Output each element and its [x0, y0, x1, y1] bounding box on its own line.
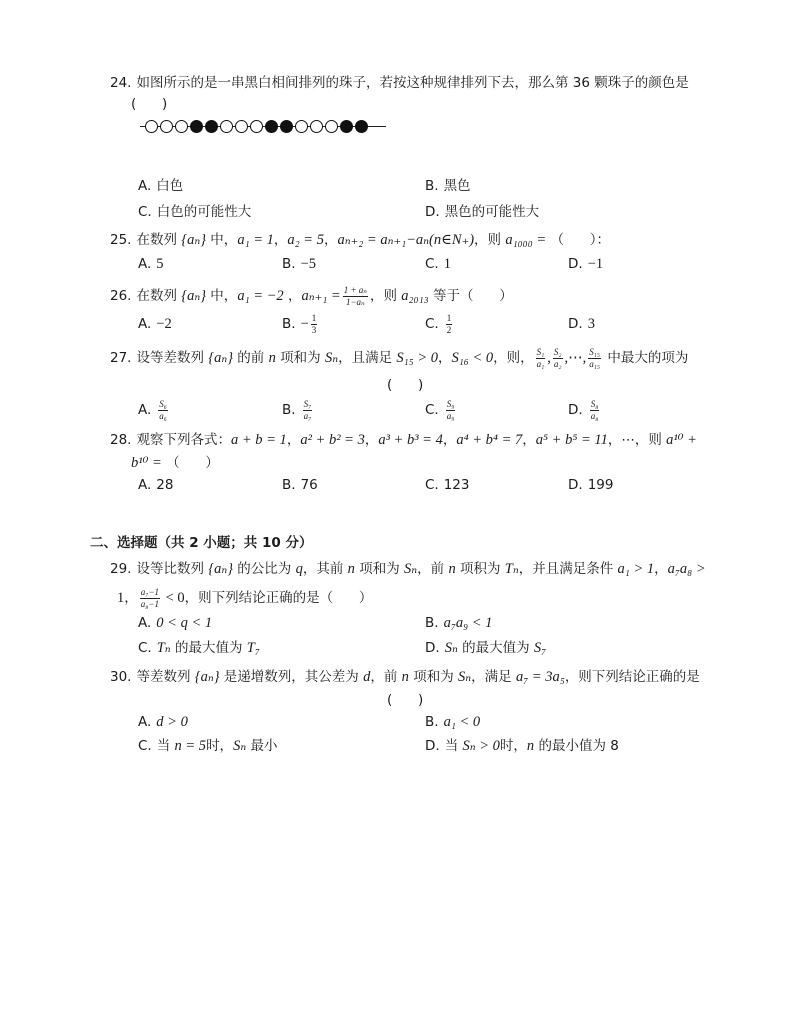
option-math: d > 0: [156, 714, 188, 730]
fraction-denominator: a₂: [553, 358, 562, 369]
option-math: T₇: [246, 640, 260, 656]
q27-option-c: [425, 398, 457, 421]
option-value: 3: [587, 316, 595, 332]
option-label: B.: [282, 256, 296, 272]
bead-white: [325, 120, 338, 133]
fraction-denominator: a₉: [446, 410, 455, 421]
stem-math: {aₙ}: [194, 669, 220, 685]
option-label: D.: [568, 256, 583, 272]
option-math: n: [526, 738, 535, 754]
stem-math: a₇ = 3a₅: [515, 669, 565, 685]
stem-text: ，前: [370, 669, 402, 685]
q27-option-b: [282, 398, 314, 421]
stem-text: 项和为: [275, 350, 325, 366]
option-text: 时，: [499, 738, 527, 754]
stem-text: 中，: [206, 232, 238, 248]
fraction-numerator: S₁: [536, 346, 545, 357]
option-label: A.: [138, 316, 152, 332]
option-value: 76: [300, 477, 318, 493]
stem-math: n: [401, 669, 409, 685]
fraction: [343, 286, 368, 307]
stem-math: {aₙ}: [208, 350, 234, 366]
stem-text: ，并且满足条件: [518, 561, 618, 577]
bead-white: [235, 120, 248, 133]
q30-stem: [110, 668, 700, 686]
stem-text: ，则下列结论正确的是（ ）: [184, 590, 373, 606]
stem-text: ，: [124, 590, 138, 606]
stem-math: Tₙ: [504, 561, 519, 577]
q26-stem: [110, 284, 513, 307]
fraction: [140, 588, 160, 609]
stem-text: ，: [273, 232, 288, 248]
bead-white: [220, 120, 233, 133]
q27-blank-line: [387, 376, 423, 394]
option-text: 的最大值为: [457, 640, 534, 656]
stem-math: a₁₀₀₀ =: [505, 232, 547, 248]
stem-text: 项和为: [408, 669, 458, 685]
option-value: 1: [443, 256, 451, 272]
bead-white: [310, 120, 323, 133]
option-text: 白色: [156, 178, 184, 194]
stem-text: 如图所示的是一串黑白相间排列的珠子，若按这种规律排列下去，那么第 36 颗珠子的颜色是: [136, 75, 689, 91]
option-text: 的最小值为 8: [534, 738, 619, 754]
q24-option-c: [138, 203, 251, 221]
bead-string: [140, 119, 386, 133]
question-number: 24.: [110, 75, 132, 91]
q25-option-d: [568, 255, 603, 273]
question-number: 28.: [110, 432, 132, 448]
option-math: a₇a₉ < 1: [443, 615, 493, 631]
answer-blank: ( ): [131, 96, 168, 112]
bead-white: [250, 120, 263, 133]
stem-text: 在数列: [136, 288, 182, 304]
option-label: D.: [568, 316, 583, 332]
fraction: [446, 400, 456, 421]
option-label: C.: [138, 204, 152, 220]
stem-math: a₂₀₁₃: [401, 288, 429, 304]
stem-text: 中最大的项为: [603, 350, 689, 366]
stem-text: ，: [323, 232, 338, 248]
stem-text: ，: [286, 432, 301, 448]
fraction: [536, 348, 546, 369]
option-value: −5: [300, 256, 316, 272]
q28-option-d: [568, 476, 613, 494]
option-value: 5: [156, 256, 164, 272]
bead-white: [145, 120, 158, 133]
stem-math: < 0: [161, 590, 185, 606]
stem-math: a₁ > 1: [617, 561, 655, 577]
stem-text: ，则，: [493, 350, 534, 366]
fraction: [311, 314, 318, 335]
stem-math: S₁₆ < 0: [451, 350, 494, 366]
stem-text: ，则下列结论正确的是: [564, 669, 700, 685]
fraction-numerator: a₇−1: [140, 586, 159, 597]
q24-option-b: [425, 177, 471, 195]
stem-math: a⁴ + b⁴ = 7: [456, 432, 523, 448]
stem-math: {aₙ}: [181, 288, 207, 304]
q24-option-a: [138, 177, 183, 195]
option-label: C.: [138, 738, 152, 754]
answer-blank: 等于（ ）: [428, 288, 513, 304]
stem-math: n: [268, 350, 276, 366]
q25-stem: [110, 231, 610, 249]
stem-math: aₙ₊₁ =: [301, 288, 341, 304]
option-math: Tₙ: [156, 640, 171, 656]
option-label: B.: [425, 178, 439, 194]
stem-text: ，: [364, 432, 379, 448]
stem-math: Sₙ: [458, 669, 472, 685]
option-label: D.: [425, 640, 440, 656]
stem-text: 中，: [206, 288, 238, 304]
stem-math: a¹⁰ +: [666, 432, 697, 448]
option-value: 123: [443, 477, 470, 493]
option-label: A.: [138, 477, 152, 493]
bead-black: [340, 120, 353, 133]
stem-math: a³ + b³ = 4: [378, 432, 443, 448]
fraction: [158, 400, 168, 421]
question-number: 30.: [110, 669, 132, 685]
stem-text: ，: [442, 432, 457, 448]
fraction-denominator: a₁: [536, 358, 545, 369]
stem-text: ，则: [369, 288, 402, 304]
stem-text: 设等比数列: [136, 561, 209, 577]
option-label: C.: [138, 640, 152, 656]
q30-option-d: [425, 737, 619, 755]
bead-white: [160, 120, 173, 133]
fraction: [446, 314, 453, 335]
stem-text: ，: [438, 350, 452, 366]
option-label: B.: [282, 477, 296, 493]
option-label: A.: [138, 402, 152, 418]
fraction: [553, 348, 563, 369]
stem-math: a⁵ + b⁵ = 11: [535, 432, 608, 448]
option-text: 最小: [246, 738, 278, 754]
fraction-denominator: a₈: [590, 410, 599, 421]
stem-text: 观察下列各式：: [136, 432, 231, 448]
stem-text: ，: [283, 288, 302, 304]
stem-text: ，: [654, 561, 668, 577]
fraction-denominator: 1−aₙ: [345, 296, 365, 307]
answer-blank: ( ): [387, 377, 424, 393]
q29-option-d: [425, 639, 546, 657]
option-math: a₁ < 0: [443, 714, 481, 730]
stem-math: d: [363, 669, 371, 685]
option-label: A.: [138, 178, 152, 194]
fraction: [588, 348, 601, 369]
option-math: n = 5: [174, 738, 207, 754]
q29-stem: [110, 560, 706, 578]
stem-text: ，满足: [471, 669, 516, 685]
q24-option-d: [425, 203, 539, 221]
bead-black: [190, 120, 203, 133]
question-number: 25.: [110, 232, 132, 248]
q29-option-b: [425, 614, 492, 632]
fraction-denominator: a₁₅: [589, 358, 601, 369]
stem-text: 的前: [233, 350, 269, 366]
q30-option-b: [425, 713, 480, 731]
bead-black: [265, 120, 278, 133]
q27-option-a: [138, 398, 170, 421]
fraction-numerator: S₇: [303, 398, 312, 409]
option-value: 199: [587, 477, 614, 493]
option-label: C.: [425, 256, 439, 272]
option-label: D.: [568, 402, 583, 418]
q28-stem: [110, 431, 697, 449]
stem-math: n: [347, 561, 355, 577]
option-label: C.: [425, 316, 439, 332]
stem-text: 设等差数列: [136, 350, 209, 366]
q28-option-b: [282, 476, 318, 494]
q25-option-c: [425, 255, 451, 273]
option-text: 的最大值为: [170, 640, 247, 656]
q26-option-b: [282, 312, 319, 335]
q27-stem: [110, 346, 689, 369]
stem-text: ，其前: [302, 561, 348, 577]
option-sign: −: [300, 316, 309, 332]
stem-text: 在数列: [136, 232, 182, 248]
q29-option-c: [138, 639, 260, 657]
stem-text: 的公比为: [233, 561, 296, 577]
option-text: 当: [156, 738, 175, 754]
fraction: [590, 400, 600, 421]
stem-math: aₙ₊₂ = aₙ₊₁−aₙ(n∈N₊): [337, 232, 475, 248]
q29-stem-line2: [117, 586, 373, 609]
stem-text: 等差数列: [136, 669, 195, 685]
answer-blank: （ ）：: [546, 232, 610, 248]
option-math: Sₙ: [444, 640, 458, 656]
fraction-numerator: 1: [446, 312, 452, 323]
option-math: Sₙ: [233, 738, 247, 754]
fraction-numerator: S₁₅: [589, 346, 601, 357]
option-math: S₇: [533, 640, 547, 656]
section-heading: [90, 534, 312, 552]
bead-black: [355, 120, 368, 133]
fraction-denominator: a₇: [303, 410, 312, 421]
fraction-denominator: a₈−1: [140, 598, 159, 609]
fraction-numerator: S₂: [553, 346, 562, 357]
option-text: 当: [444, 738, 463, 754]
stem-math: Sₙ: [324, 350, 339, 366]
fraction: [303, 400, 313, 421]
fraction-numerator: 1 + aₙ: [343, 284, 367, 295]
option-text: 黑色的可能性大: [444, 204, 540, 220]
stem-math: a₁ = 1: [237, 232, 274, 248]
fraction-numerator: S₆: [159, 398, 167, 409]
stem-math: {aₙ}: [208, 561, 234, 577]
stem-text: 项和为: [354, 561, 404, 577]
stem-text: ，⋯，则: [607, 432, 667, 448]
question-number: 29.: [110, 561, 132, 577]
option-label: D.: [568, 477, 583, 493]
stem-math: a² + b² = 3: [300, 432, 365, 448]
question-number: 26.: [110, 288, 132, 304]
fraction-numerator: 1: [311, 312, 317, 323]
q28-stem-line2: [131, 454, 219, 472]
q28-option-a: [138, 476, 173, 494]
option-label: B.: [425, 615, 439, 631]
answer-blank: （ ）: [161, 455, 219, 471]
option-math: Sₙ > 0: [462, 738, 500, 754]
stem-math: a₇a₈ >: [667, 561, 706, 577]
option-label: D.: [425, 738, 440, 754]
fraction-denominator: 2: [446, 324, 452, 335]
q27-option-d: [568, 398, 601, 421]
stem-text: ，前: [417, 561, 449, 577]
q26-option-c: [425, 312, 454, 335]
q30-blank-line: [387, 691, 423, 709]
fraction-denominator: 3: [311, 324, 317, 335]
stem-math: S₁₅ > 0: [396, 350, 439, 366]
option-label: B.: [425, 714, 439, 730]
stem-math: ,⋯,: [564, 350, 587, 366]
q28-option-c: [425, 476, 470, 494]
option-label: C.: [425, 477, 439, 493]
option-text: 白色的可能性大: [156, 204, 252, 220]
q25-option-b: [282, 255, 316, 273]
stem-text: 项积为: [455, 561, 505, 577]
option-label: D.: [425, 204, 440, 220]
stem-math: a₂ = 5: [287, 232, 324, 248]
stem-math: a + b = 1: [230, 432, 287, 448]
stem-math: a₁ = −2: [237, 288, 284, 304]
stem-math: {aₙ}: [181, 232, 207, 248]
stem-math: b¹⁰ =: [131, 455, 162, 471]
question-number: 27.: [110, 350, 132, 366]
q29-option-a: [138, 614, 212, 632]
fraction-numerator: S₈: [590, 398, 599, 409]
option-value: −1: [587, 256, 604, 272]
bead-black: [280, 120, 293, 133]
bead-white: [175, 120, 188, 133]
fraction-numerator: S₉: [446, 398, 455, 409]
q24-stem: [110, 74, 689, 92]
q26-option-d: [568, 315, 595, 333]
bead-white: [295, 120, 308, 133]
option-text: 黑色: [443, 178, 471, 194]
q30-option-a: [138, 713, 188, 731]
q24-blank-line: [131, 95, 167, 113]
stem-math: 1: [117, 590, 125, 606]
stem-math: q: [295, 561, 303, 577]
option-value: −2: [156, 316, 172, 332]
stem-text: ，: [522, 432, 536, 448]
option-text: 时，: [206, 738, 234, 754]
q30-option-c: [138, 737, 278, 755]
stem-math: Sₙ: [404, 561, 418, 577]
stem-text: 是递增数列，其公差为: [219, 669, 364, 685]
fraction-denominator: a₆: [159, 410, 167, 421]
option-label: C.: [425, 402, 439, 418]
option-value: 28: [156, 477, 174, 493]
stem-text: ，且满足: [338, 350, 397, 366]
option-math: 0 < q < 1: [156, 615, 213, 631]
option-label: A.: [138, 256, 152, 272]
section-title: 二、选择题（共 2 小题；共 10 分）: [90, 535, 313, 551]
answer-blank: ( ): [387, 692, 424, 708]
stem-math: ,: [547, 350, 551, 366]
option-label: B.: [282, 316, 296, 332]
stem-text: ，则: [474, 232, 506, 248]
q25-option-a: [138, 255, 164, 273]
option-label: B.: [282, 402, 296, 418]
option-label: A.: [138, 714, 152, 730]
bead-black: [205, 120, 218, 133]
option-label: A.: [138, 615, 152, 631]
q26-option-a: [138, 315, 172, 333]
stem-math: n: [448, 561, 456, 577]
